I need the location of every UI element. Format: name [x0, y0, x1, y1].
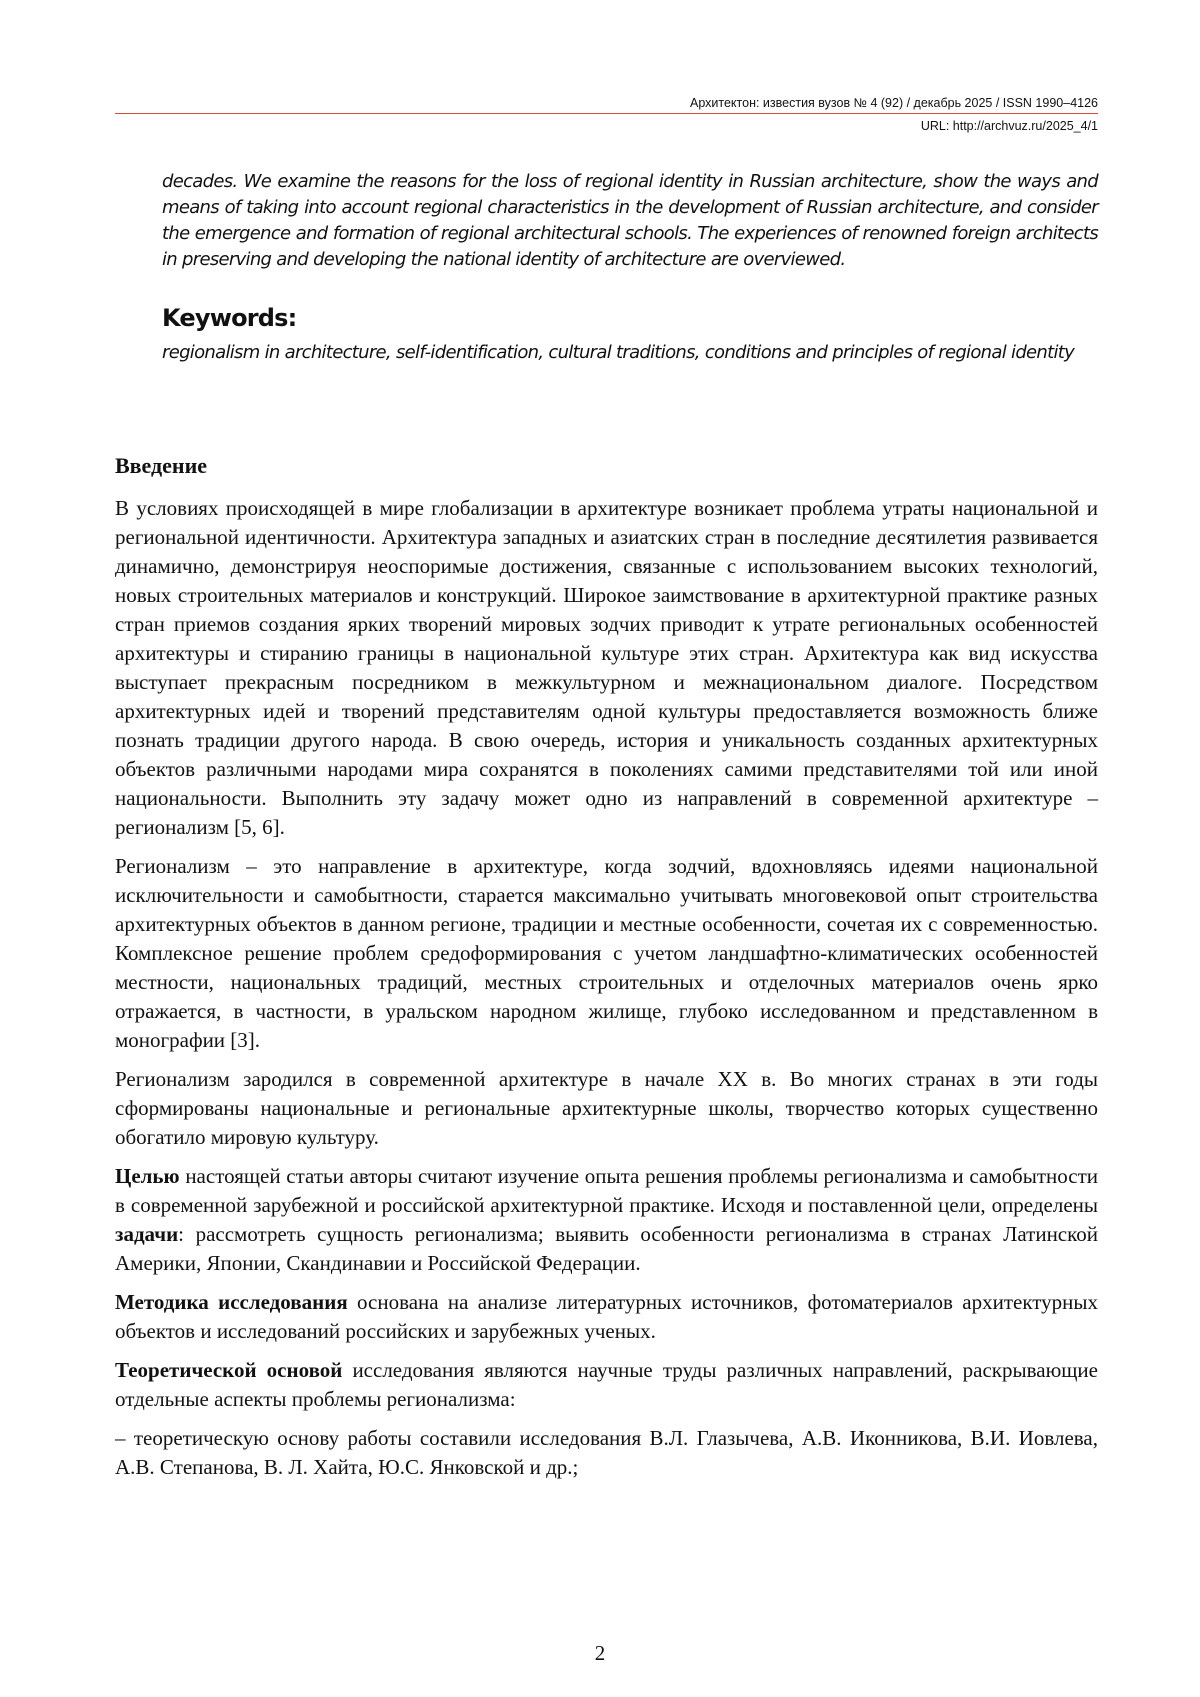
methodology-term: Методика исследования — [115, 1290, 348, 1314]
tasks-term: задачи — [115, 1222, 179, 1246]
article-url: URL: http://archvuz.ru/2025_4/1 — [920, 119, 1098, 133]
goal-term: Целью — [115, 1164, 180, 1188]
page-number: 2 — [594, 1641, 606, 1665]
theoretical-basis-text: исследования являются научные труды различных направлений, раскрывающие отдельные аспекты проблемы регионализма: — [115, 1358, 1098, 1411]
methodology-text: основана на анализе литературных источников, фотоматериалов архитектурных объектов и исследований российских и зарубежных ученых. — [115, 1290, 1098, 1343]
paragraph-methodology — [115, 1288, 1098, 1346]
paragraph-goal-tasks — [115, 1162, 1098, 1278]
keywords-list: regionalism in architecture, self-identification, cultural traditions, conditions and principles of regional identity — [162, 342, 1075, 363]
keywords-heading: Keywords: — [162, 304, 297, 332]
goal-text: настоящей статьи авторы считают изучение опыта решения проблемы регионализма и самобытности в современной зарубежной и российской архитектурной практике. Исходя и поставленной цели, определены — [115, 1164, 1098, 1217]
section-heading-introduction: Введение — [115, 453, 208, 478]
introduction-body — [115, 494, 1098, 1492]
paragraph-theoretical-basis — [115, 1356, 1098, 1414]
paragraph-regionalism-origin: Регионализм зародился в современной архитектуре в начале XX в. Во многих странах в эти годы сформированы национальные и региональные архитектурные школы, творчество которых существенно обогатило мировую культуру. — [115, 1067, 1098, 1149]
paragraph-regionalism-definition: Регионализм – это направление в архитектуре, когда зодчий, вдохновляясь идеями национальной исключительности и самобытности, старается максимально учитывать многовековой опыт строительства архитектурных объектов в данном регионе, традиции и местные особенности, сочетая их с современностью. Комплексное решение проблем средоформирования с учетом ландшафтно-климатических особенностей местности, национальных традиций, местных строительных и отделочных материалов очень ярко отражается, в частности, в уральском народном жилище, глубоко исследованном и представленном в монографии [3]. — [115, 854, 1098, 1052]
theoretical-basis-term: Теоретической основой — [115, 1358, 343, 1382]
journal-header: Архитектон: известия вузов № 4 (92) / декабрь 2025 / ISSN 1990–4126 — [690, 96, 1098, 110]
abstract-text: decades. We examine the reasons for the loss of regional identity in Russian architecture, show the ways and means of taking into account regional characteristics in the development of Russian architecture, and consider the emergence and formation of regional architectural schools. The experiences of renowned foreign architects in preserving and developing the national identity of architecture are overviewed. — [162, 171, 1098, 270]
paragraph-globalization: В условиях происходящей в мире глобализации в архитектуре возникает проблема утраты национальной и региональной идентичности. Архитектура западных и азиатских стран в последние десятилетия развивается динамично, демонстрируя неоспоримые достижения, связанные с использованием высоких технологий, новых строительных материалов и конструкций. Широкое заимствование в архитектурной практике разных стран приемов создания ярких творений мировых зодчих приводит к утрате региональных особенностей архитектуры и стиранию границы в национальной культуре этих стран. Архитектура как вид искусства выступает прекрасным посредником в межкультурном и межнациональном диалоге. Посредством архитектурных идей и творений представителям одной культуры предоставляется возможность ближе познать традиции другого народа. В свою очередь, история и уникальность созданных архитектурных объектов различными народами мира сохранятся в поколениях самими представителями той или иной национальности. Выполнить эту задачу может одно из направлений в современной архитектуре – регионализм [5, 6]. — [115, 496, 1098, 839]
tasks-text: : рассмотреть сущность регионализма; выявить особенности регионализма в странах Латинской Америки, Японии, Скандинавии и Российской Федерации. — [115, 1222, 1098, 1275]
header-divider — [115, 113, 1098, 114]
paragraph-theoretical-sources: – теоретическую основу работы составили исследования В.Л. Глазычева, А.В. Иконникова, В.И. Иовлева, А.В. Степанова, В. Л. Хайта, Ю.С. Янковской и др.; — [115, 1426, 1098, 1479]
